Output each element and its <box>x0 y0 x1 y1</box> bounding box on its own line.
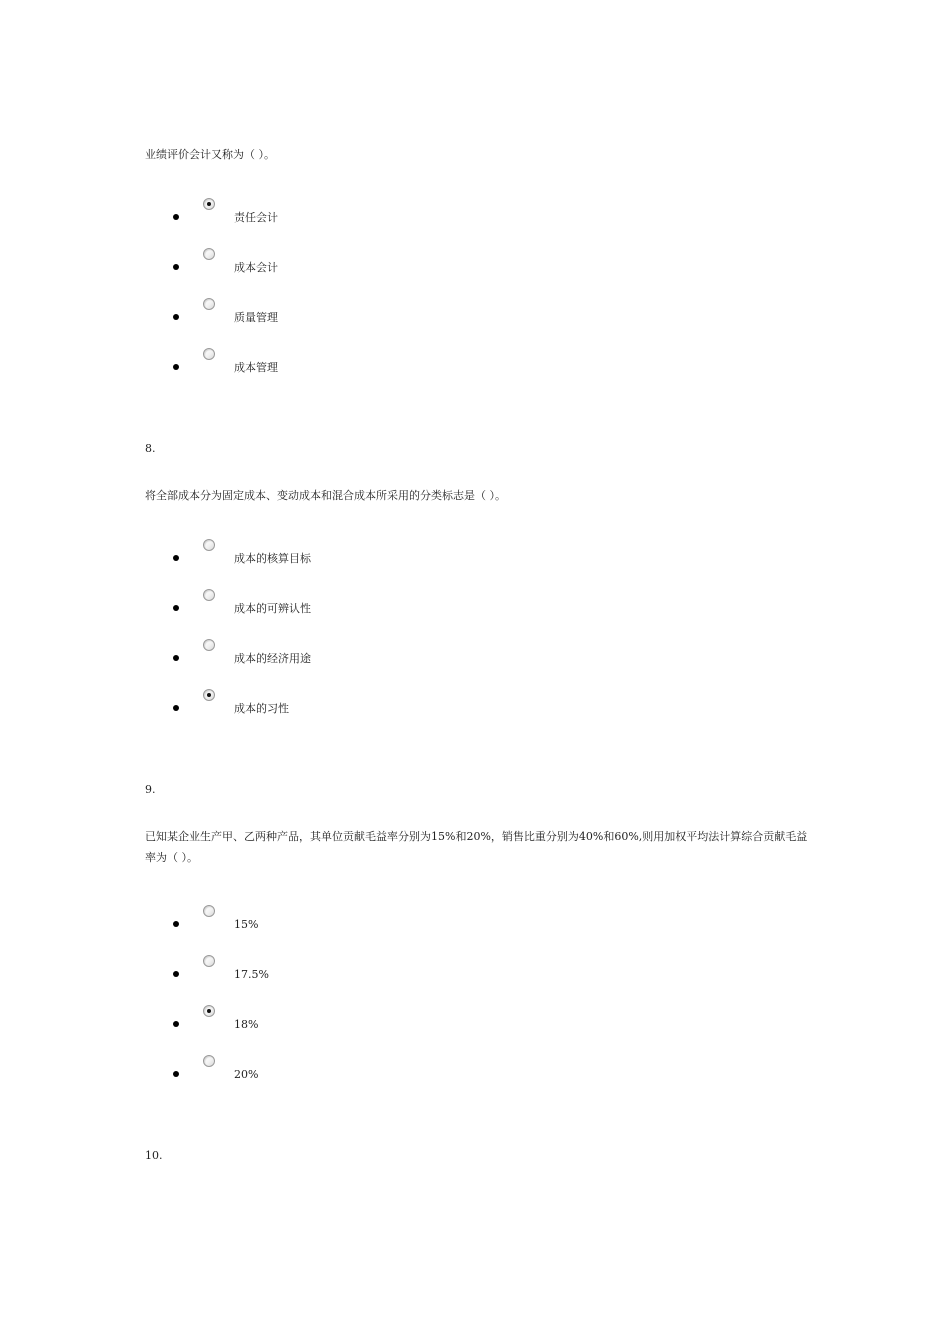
bullet-icon <box>173 555 179 561</box>
radio-button-icon[interactable] <box>203 589 215 601</box>
option-label: 18% <box>234 1018 259 1031</box>
radio-button-icon[interactable] <box>203 639 215 651</box>
option-label: 成本的核算目标 <box>234 552 311 565</box>
question-7-option-1[interactable] <box>0 198 950 234</box>
question-7-option-3[interactable] <box>0 298 950 334</box>
question-7-stem: 业绩评价会计又称为（ ）。 <box>145 148 275 161</box>
question-9-option-2[interactable] <box>0 955 950 991</box>
question-9-option-4[interactable] <box>0 1055 950 1091</box>
question-8-option-1[interactable] <box>0 539 950 575</box>
question-8-stem: 将全部成本分为固定成本、变动成本和混合成本所采用的分类标志是（ ）。 <box>145 489 506 502</box>
question-8-number: 8. <box>145 442 156 455</box>
bullet-icon <box>173 1071 179 1077</box>
option-label: 成本的可辨认性 <box>234 602 311 615</box>
question-7-option-4[interactable] <box>0 348 950 384</box>
bullet-icon <box>173 214 179 220</box>
question-8-option-2[interactable] <box>0 589 950 625</box>
option-label: 责任会计 <box>234 211 278 224</box>
question-10-number: 10. <box>145 1149 163 1162</box>
bullet-icon <box>173 264 179 270</box>
bullet-icon <box>173 364 179 370</box>
bullet-icon <box>173 655 179 661</box>
bullet-icon <box>173 605 179 611</box>
radio-button-icon[interactable] <box>203 955 215 967</box>
question-9-number: 9. <box>145 783 156 796</box>
radio-button-checked-icon[interactable] <box>203 689 215 701</box>
radio-button-icon[interactable] <box>203 539 215 551</box>
option-label: 质量管理 <box>234 311 278 324</box>
option-label: 20% <box>234 1068 259 1081</box>
radio-button-checked-icon[interactable] <box>203 1005 215 1017</box>
question-8-option-4[interactable] <box>0 689 950 725</box>
question-9-option-3[interactable] <box>0 1005 950 1041</box>
radio-button-icon[interactable] <box>203 1055 215 1067</box>
bullet-icon <box>173 921 179 927</box>
bullet-icon <box>173 971 179 977</box>
radio-button-icon[interactable] <box>203 348 215 360</box>
question-9-option-1[interactable] <box>0 905 950 941</box>
radio-button-icon[interactable] <box>203 248 215 260</box>
option-label: 成本的经济用途 <box>234 652 311 665</box>
option-label: 成本管理 <box>234 361 278 374</box>
option-label: 17.5% <box>234 968 269 981</box>
bullet-icon <box>173 705 179 711</box>
option-label: 15% <box>234 918 259 931</box>
question-7-option-2[interactable] <box>0 248 950 284</box>
bullet-icon <box>173 1021 179 1027</box>
question-8-option-3[interactable] <box>0 639 950 675</box>
radio-button-checked-icon[interactable] <box>203 198 215 210</box>
bullet-icon <box>173 314 179 320</box>
option-label: 成本的习性 <box>234 702 289 715</box>
option-label: 成本会计 <box>234 261 278 274</box>
radio-button-icon[interactable] <box>203 298 215 310</box>
radio-button-icon[interactable] <box>203 905 215 917</box>
question-9-stem: 已知某企业生产甲、乙两种产品，其单位贡献毛益率分别为15%和20%，销售比重分别为40%和60%,则用加权平均法计算综合贡献毛益率为（ ）。 <box>145 830 808 864</box>
